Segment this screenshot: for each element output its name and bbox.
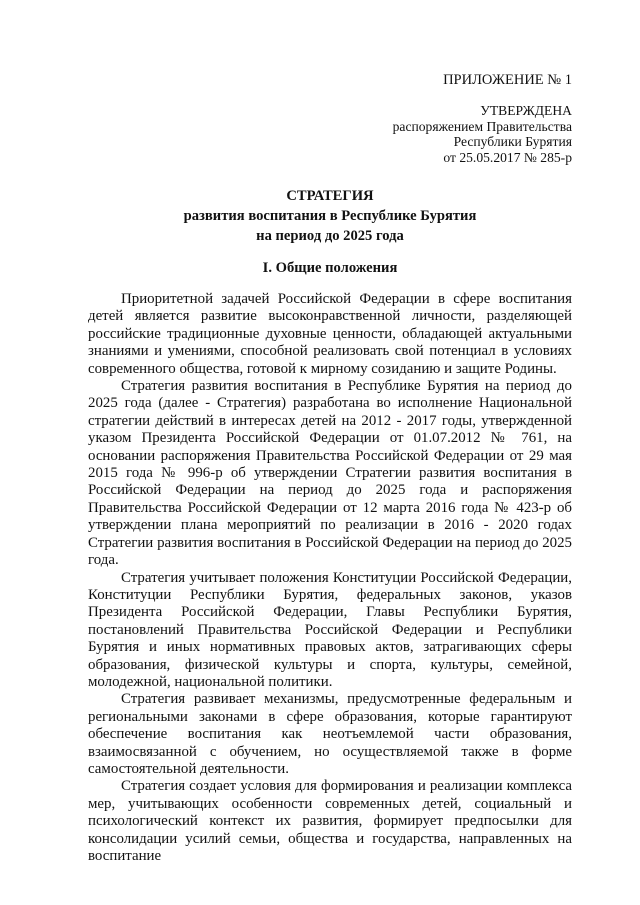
document-title	[90, 186, 570, 246]
approval-line: УТВЕРЖДЕНА	[480, 103, 572, 118]
appendix-label: ПРИЛОЖЕНИЕ № 1	[443, 72, 572, 88]
paragraph: Стратегия создает условия для формирования и реализации комплекса мер, учитывающих особенности современных детей, социальный и психологический контекст их развития, формирует предпосылки для консолидации усилий семьи, общества и государства, направленных на воспитание	[88, 778, 572, 864]
paragraph: Стратегия учитывает положения Конституции Российской Федерации, Конституции Республики Бурятия, федеральных законов, указов Президента Российской Федерации, Главы Республики Бурятия, постановлений Правительства Российской Федерации и Республики Бурятия и иных нормативных правовых актов, затрагивающих сферы образования, физической культуры и спорта, культуры, семейной, молодежной, национальной политики.	[88, 569, 572, 690]
title-line: на период до 2025 года	[256, 228, 404, 244]
approval-line: Республики Бурятия	[453, 134, 572, 150]
paragraph: Стратегия развивает механизмы, предусмотренные федеральным и региональными законами в сфере образования, которые гарантируют обеспечение воспитания как неотъемлемой части образования, взаимосвязанной с обучением, но осуществляемой также в форме самостоятельной деятельности.	[88, 691, 572, 777]
paragraph: Приоритетной задачей Российской Федерации в сфере воспитания детей является развитие высоконравственной личности, разделяющей российские традиционные духовные ценности, обладающей актуальными знаниями и умениями, способной реализовать свой потенциал в условиях современного общества, готовой к мирному созиданию и защите Родины.	[88, 291, 572, 377]
approval-line: от 25.05.2017 № 285-р	[443, 149, 572, 165]
section-heading: I. Общие положения	[262, 260, 398, 276]
approval-line: распоряжением Правительства	[392, 118, 572, 134]
title-line: СТРАТЕГИЯ	[286, 188, 374, 204]
title-line: развития воспитания в Республике Бурятия	[183, 208, 477, 224]
document-body	[88, 291, 572, 865]
paragraph: Стратегия развития воспитания в Республике Бурятия на период до 2025 года (далее - Стратегия) разработана во исполнение Национальной стратегии действий в интересах детей на 2012 - 2017 годы, утвержденной указом Президента Российской Федерации от 01.07.2012 № 761, на основании распоряжения Правительства Российской Федерации от 29 мая 2015 года № 996-р об утверждении Стратегии развития воспитания в Российской Федерации на период до 2025 года и распоряжения Правительства Российской Федерации от 12 марта 2016 года № 423-р об утверждении плана мероприятий по реализации в 2016 - 2020 годах Стратегии развития воспитания в Российской Федерации на период до 2025 года.	[88, 378, 572, 569]
approval-stamp	[380, 103, 572, 165]
